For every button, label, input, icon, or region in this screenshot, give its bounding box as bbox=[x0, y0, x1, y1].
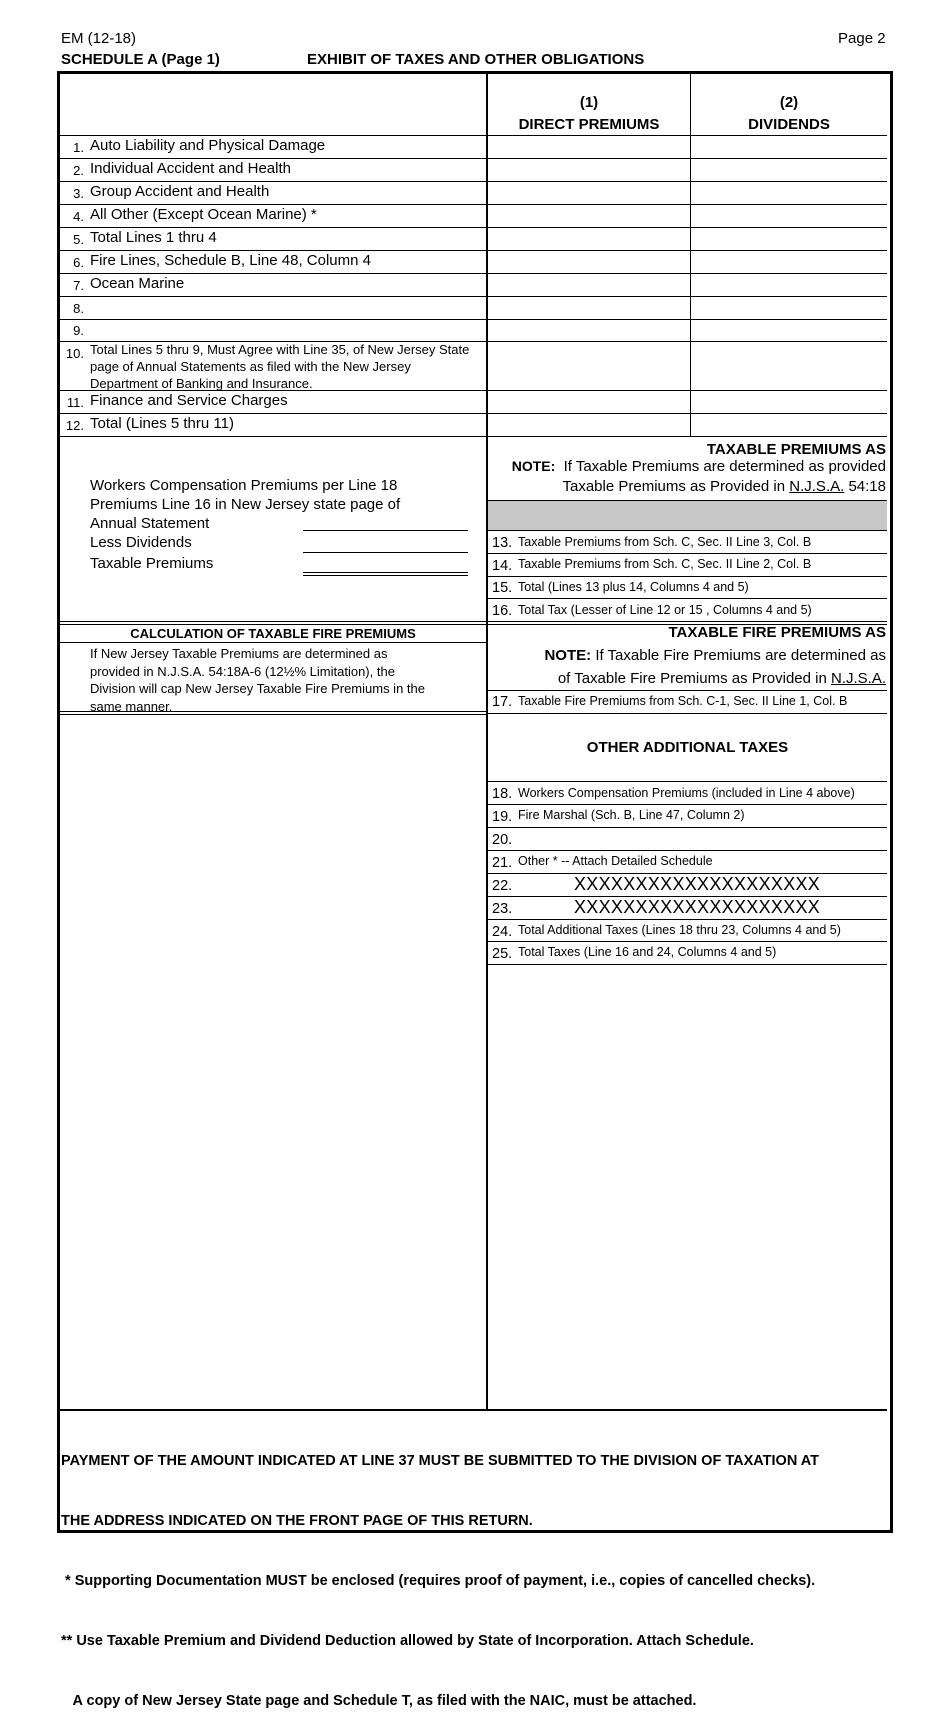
col2-number: (2) bbox=[779, 94, 799, 111]
taxable-premiums-note2: Taxable Premiums as Provided in N.J.S.A. 54:18 bbox=[562, 478, 886, 495]
wc-annual-field[interactable] bbox=[303, 530, 468, 531]
wc-line2: Premiums Line 16 in New Jersey state page of bbox=[90, 496, 401, 513]
taxable-fire-note2: of Taxable Fire Premiums as Provided in N.J.S.A. bbox=[557, 670, 886, 687]
wc-line3: Annual Statement bbox=[90, 515, 210, 532]
wc-less-dividends: Less Dividends bbox=[90, 534, 192, 551]
form-id: EM (12-18) bbox=[61, 30, 137, 47]
page-title: EXHIBIT OF TAXES AND OTHER OBLIGATIONS bbox=[307, 51, 645, 68]
wc-taxable-field[interactable] bbox=[303, 572, 468, 573]
taxable-premiums-note: NOTE: If Taxable Premiums are determined as provided bbox=[511, 458, 886, 475]
taxable-fire-heading: TAXABLE FIRE PREMIUMS AS bbox=[668, 624, 886, 641]
col1-header: DIRECT PREMIUMS bbox=[518, 116, 660, 133]
col1-number: (1) bbox=[579, 94, 599, 111]
other-taxes-heading: OTHER ADDITIONAL TAXES bbox=[586, 739, 789, 756]
taxable-fire-note: NOTE: If Taxable Fire Premiums are determined as bbox=[544, 647, 886, 664]
shaded-band bbox=[488, 500, 887, 531]
page-number: Page 2 bbox=[838, 30, 886, 47]
wc-dividends-field[interactable] bbox=[303, 552, 468, 553]
wc-taxable-premiums: Taxable Premiums bbox=[90, 555, 214, 572]
fire-calc-text: If New Jersey Taxable Premiums are determined as provided in N.J.S.A. 54:18A-6 (12½% Limitation), the Division will cap New Jersey Taxable Fire Premiums in the same manner. bbox=[90, 646, 425, 714]
schedule-label: SCHEDULE A (Page 1) bbox=[61, 51, 220, 68]
fire-calc-heading: CALCULATION OF TAXABLE FIRE PREMIUMS bbox=[130, 626, 416, 641]
col2-header: DIVIDENDS bbox=[748, 116, 830, 133]
wc-line1: Workers Compensation Premiums per Line 18 bbox=[90, 477, 398, 494]
taxable-premiums-heading: TAXABLE PREMIUMS AS bbox=[706, 441, 886, 458]
footer-notes: PAYMENT OF THE AMOUNT INDICATED AT LINE 37 MUST BE SUBMITTED TO THE DIVISION OF TAXATION AT THE ADDRESS INDICATED ON THE FRONT PAGE OF THIS RETURN. * Supporting Documentation MUST be enclosed (requires proof of payment, i.e., copies of cancelled checks). ** Use Taxable Premium and Dividend Deduction allowed by State of Incorporation. Attach Schedule. A copy of New Jersey State page and Schedule T, as filed with the NAIC, must be attached. bbox=[61, 1453, 820, 1709]
